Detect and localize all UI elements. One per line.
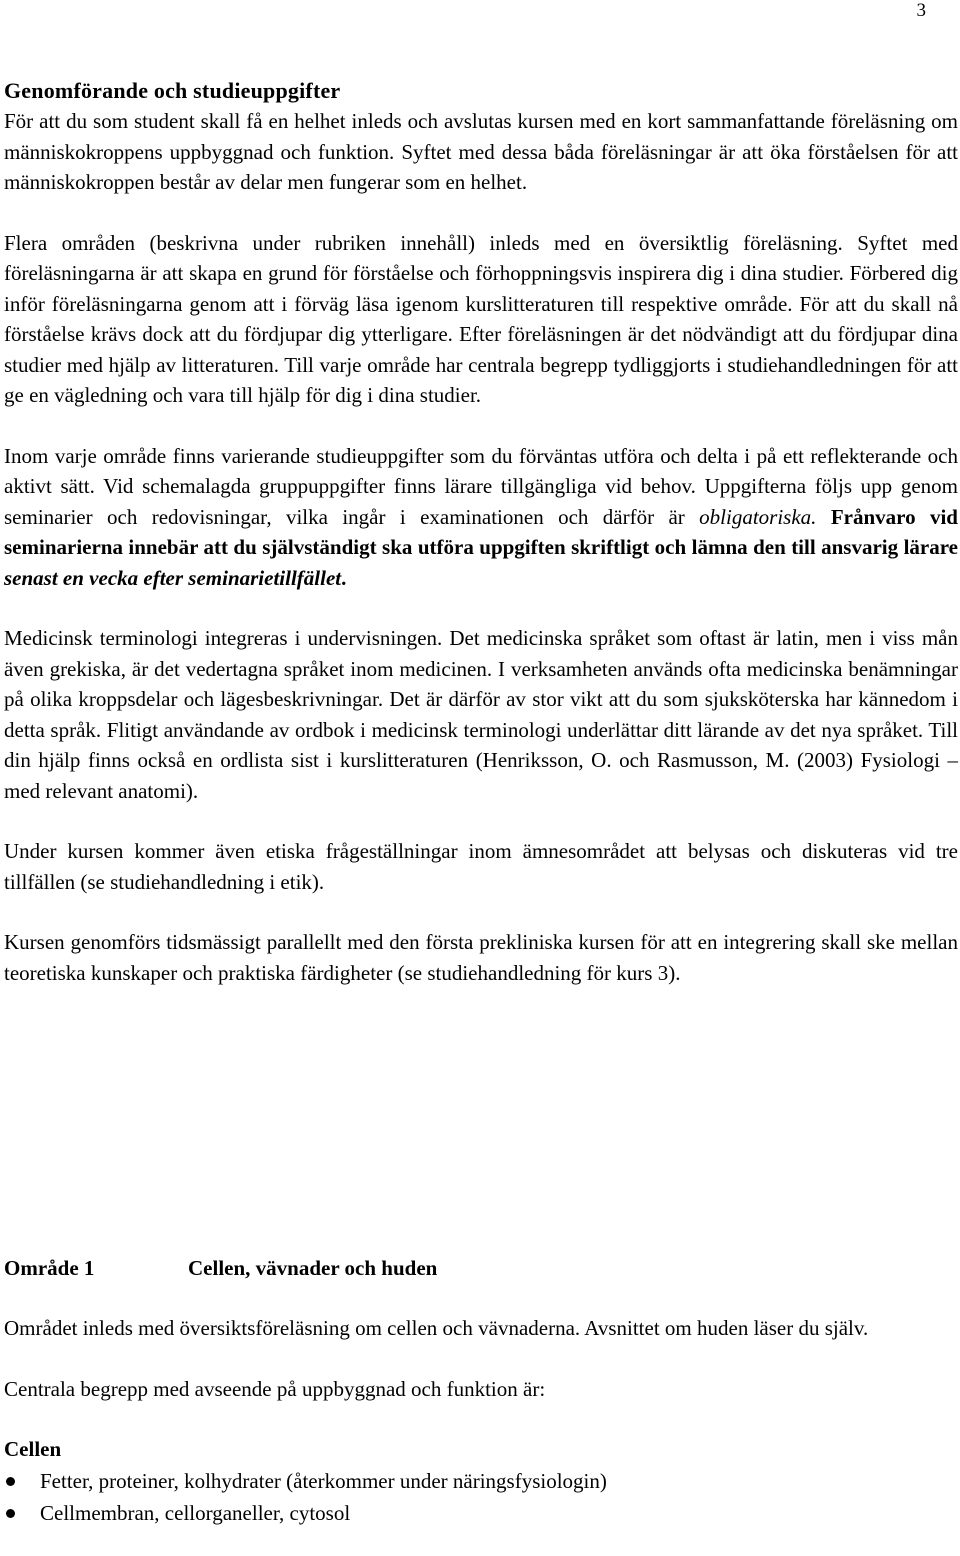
- paragraph-lectures: Flera områden (beskrivna under rubriken innehåll) inleds med en översiktlig föreläsning. Syftet med föreläsningarna är att skapa en grund för förståelse och förhoppningsvis inspirera dig i dina studier. Förbered dig inför föreläsningarna genom att i förväg läsa igenom kurslitteraturen till respektive område. För att du skall nå förståelse krävs dock att du fördjupar dig ytterligare. Efter föreläsningen är det nödvändigt att du fördjupar dina studier med hjälp av litteraturen. Till varje område har centrala begrepp tydliggjorts i studiehandledningen för att ge en vägledning och vara till hjälp för dig i dina studier.: [4, 230, 958, 407]
- list-item: [4, 1497, 958, 1529]
- deadline-bold-italic: senast en vecka efter seminarietillfället: [4, 565, 342, 590]
- bullet-icon: [6, 1509, 15, 1518]
- study-tasks-text: Inom varje område finns varierande studieuppgifter som du förväntas utföra och delta i på ett reflekterande och aktivt sätt. Vid schemalagda gruppuppgifter finns lärare tillgängliga vid behov. Uppgifterna följs upp genom seminarier och redovisningar, vilka ingår i examinationen och därför är: [4, 443, 958, 529]
- bullet-icon: [6, 1477, 15, 1486]
- cell-heading: Cellen: [4, 1437, 62, 1461]
- paragraph-ethics: Under kursen kommer även etiska frågeställningar inom ämnesområdet att belysas och diskuteras vid tre tillfällen (se studiehandledning i etik).: [4, 839, 958, 894]
- obligatory-italic: obligatoriska.: [699, 504, 817, 529]
- area-content: [4, 1313, 958, 1529]
- area-heading: [4, 1253, 958, 1283]
- paragraph-course-overview: För att du som student skall få en helhet inleds och avslutas kursen med en kort sammanfattande föreläsning om människokroppens uppbyggnad och funktion. Syftet med dessa båda föreläsningar är att öka förståelsen för att människokroppen består av delar men fungerar som en helhet.: [4, 109, 958, 194]
- area-intro: Området inleds med översiktsföreläsning om cellen och vävnaderna. Avsnittet om huden läser du själv.: [4, 1316, 869, 1340]
- absence-rule-bold: Frånvaro vid seminarierna innebär att du självständigt ska utföra uppgiften skriftligt och lämna den till ansvarig lärare: [4, 504, 958, 559]
- section-heading: Genomförande och studieuppgifter: [4, 78, 341, 103]
- page-number: 3: [916, 0, 926, 21]
- main-content: [4, 76, 958, 988]
- paragraph-study-tasks: [4, 441, 958, 594]
- area-title: Cellen, vävnader och huden: [188, 1256, 438, 1280]
- cell-concepts-list: [4, 1465, 958, 1529]
- deadline-period: .: [341, 565, 347, 590]
- list-item-text: Cellmembran, cellorganeller, cytosol: [40, 1500, 351, 1525]
- list-item: [4, 1465, 958, 1497]
- area-number: Område 1: [4, 1256, 95, 1280]
- concepts-intro: Centrala begrepp med avseende på uppbyggnad och funktion är:: [4, 1376, 546, 1401]
- paragraph-parallel-course: Kursen genomförs tidsmässigt parallellt med den första prekliniska kursen för att en integrering skall ske mellan teoretiska kunskaper och praktiska färdigheter (se studiehandledning för kurs 3).: [4, 930, 958, 985]
- paragraph-terminology: Medicinsk terminologi integreras i undervisningen. Det medicinska språket som oftast är latin, men i viss mån även grekiska, är det vedertagna språket inom medicinen. I verksamheten används ofta medicinska benämningar på olika kroppsdelar och lägesbeskrivningar. Det är därför av stor vikt att du som sjuksköterska har kännedom i detta språk. Flitigt användande av ordbok i medicinsk terminologi underlättar ditt lärande av det nya språket. Till din hjälp finns också en ordlista sist i kurslitteraturen (Henriksson, O. och Rasmusson, M. (2003) Fysiologi – med relevant anatomi).: [4, 626, 958, 803]
- list-item-text: Fetter, proteiner, kolhydrater (återkommer under näringsfysiologin): [40, 1468, 607, 1493]
